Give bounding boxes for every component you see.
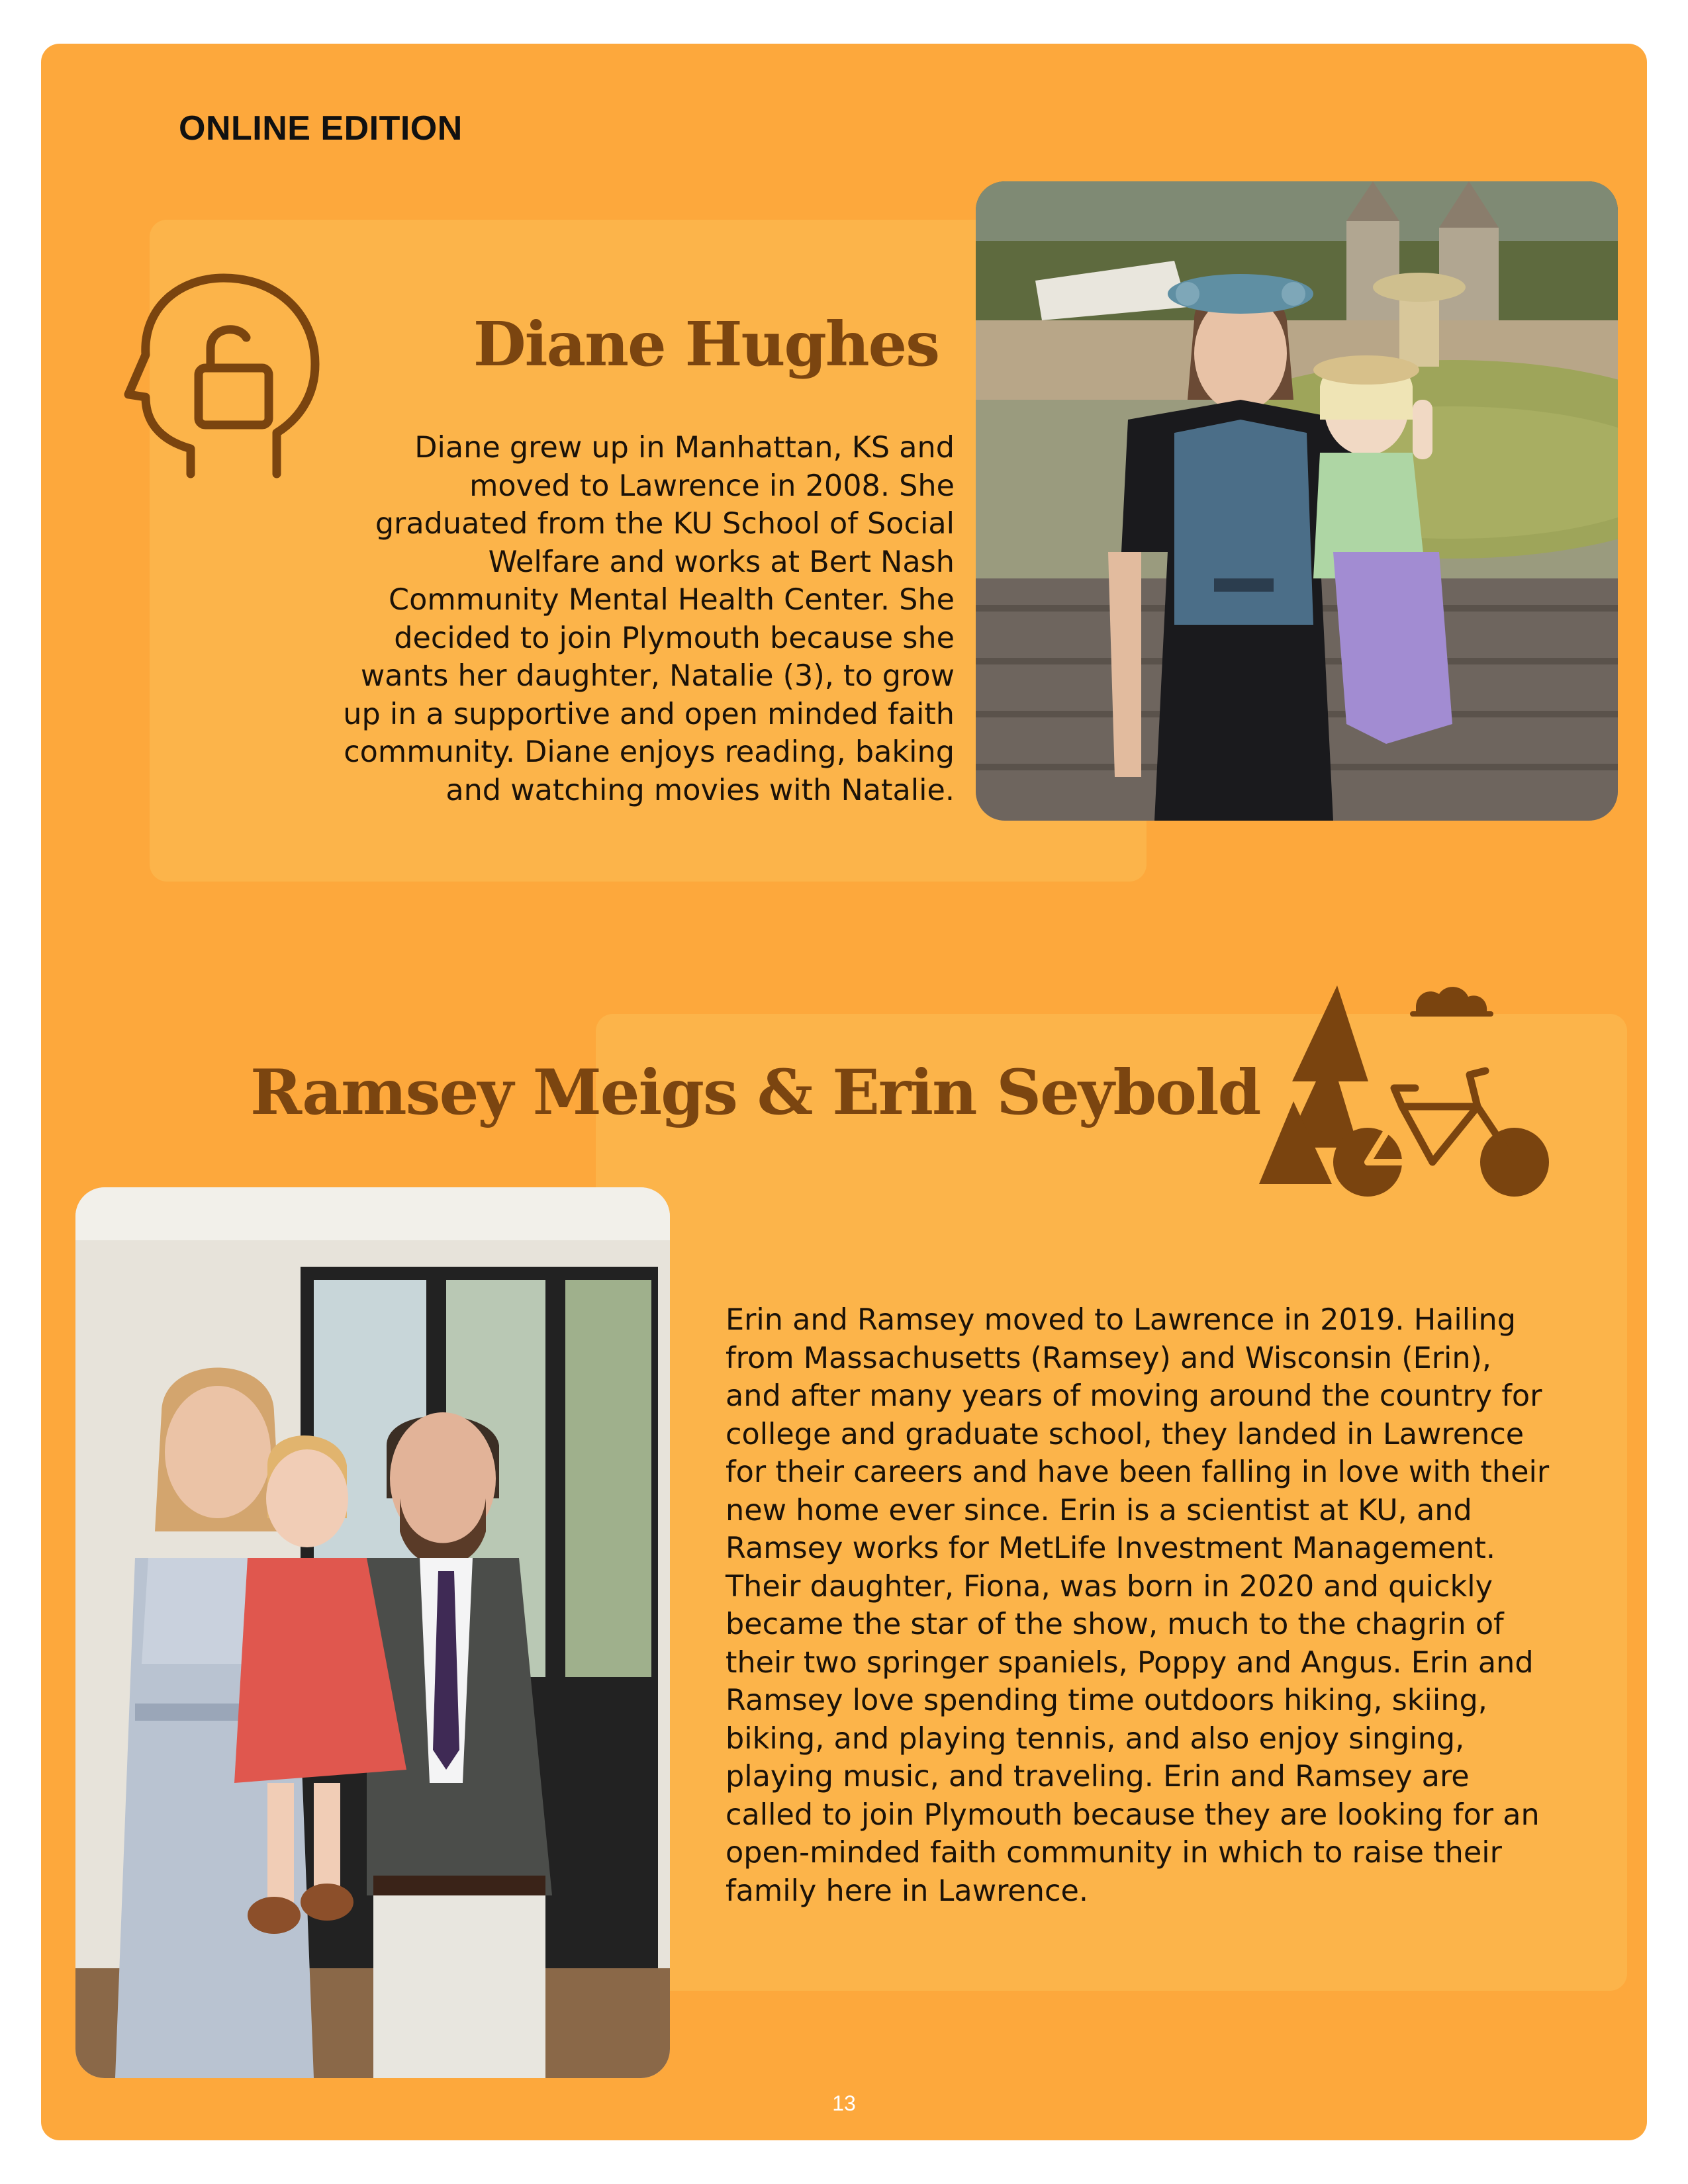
photo-diane-and-daughter [976,181,1618,821]
trees-bike-icon [1259,982,1550,1201]
page-number: 13 [832,2091,856,2115]
profile-name-ramsey-erin: Ramsey Meigs & Erin Seybold [250,1056,1260,1129]
photo-ramsey-erin-family [75,1187,670,2078]
page [41,44,1647,2140]
edition-label: ONLINE EDITION [179,109,463,148]
profile-name-diane: Diane Hughes [473,308,939,380]
head-lock-icon [120,255,326,487]
profile-bio-diane: Diane grew up in Manhattan, KS and moved to Lawrence in 2008. She graduated from the KU School of Social Welfare and works at Bert Nash Community Mental Health Center. She decided to join Plymouth because she wants her daughter, Natalie (3), to grow up in a supportive and open minded faith community. Diane enjoys reading, baking and watching movies with Natalie. [343,431,955,807]
profile-bio-ramsey-erin: Erin and Ramsey moved to Lawrence in 2019. Hailing from Massachusetts (Ramsey) and Wisconsin (Erin), and after many years of moving around the country for college and graduate school, they landed in Lawrence for their careers and have been falling in love with their new home ever since. Erin is a scientist at KU, and Ramsey works for MetLife Investment Management. Their daughter, Fiona, was born in 2020 and quickly became the star of the show, much to the chagrin of their two springer spaniels, Poppy and Angus. Erin and Ramsey love spending time outdoors hiking, skiing, biking, and playing tennis, and also enjoy singing, playing music, and traveling. Erin and Ramsey are called to join Plymouth because they are looking for an open-minded faith community in which to raise their family here in Lawrence. [726,1303,1550,1908]
